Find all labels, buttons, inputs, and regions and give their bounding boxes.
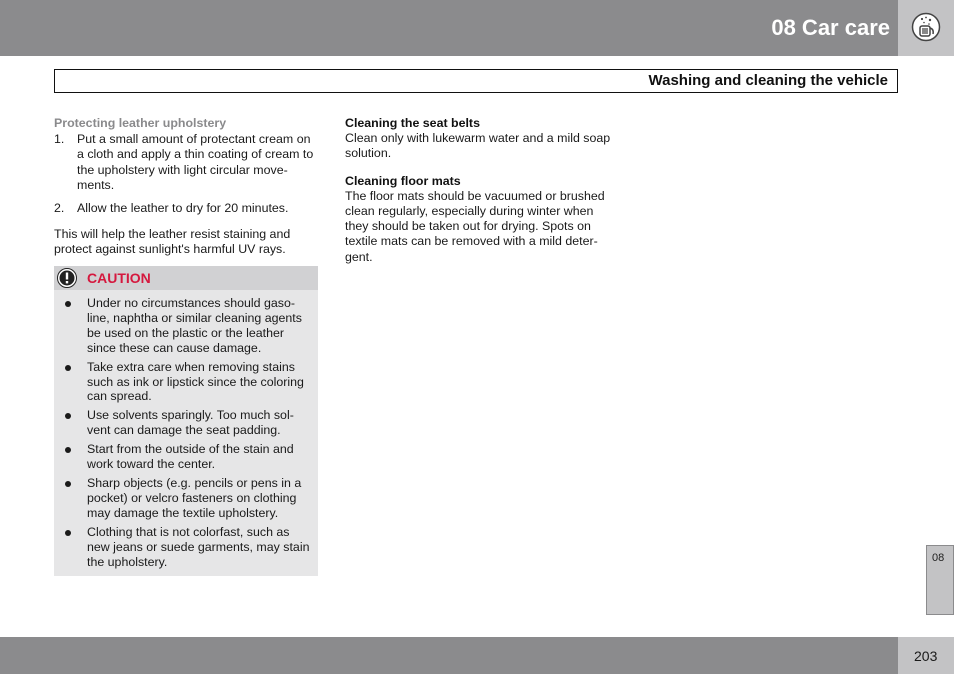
step-text: Allow the leather to dry for 20 minutes. bbox=[77, 201, 289, 216]
car-care-icon bbox=[911, 12, 941, 42]
step-text: Put a small amount of protectant cream on a cloth and apply a thin coating of cream to the upholstery with light circular move-ments. bbox=[77, 132, 314, 192]
caution-item-text: Sharp objects (e.g. pencils or pens in a pocket) or velcro fasteners on clothing may damage the textile upholstery. bbox=[87, 475, 302, 520]
chapter-icon-box bbox=[898, 0, 954, 56]
caution-header bbox=[54, 266, 318, 290]
list-item bbox=[54, 442, 318, 472]
header-bar bbox=[0, 0, 898, 56]
caution-box bbox=[54, 266, 318, 576]
caution-item-text: Take extra care when removing stains such as ink or lipstick since the coloring can spread. bbox=[87, 359, 304, 404]
caution-item-text: Start from the outside of the stain and work toward the center. bbox=[87, 442, 294, 472]
footer-bar bbox=[0, 637, 898, 674]
warning-icon bbox=[57, 268, 77, 288]
bullet-icon bbox=[65, 413, 71, 419]
bullet-icon bbox=[65, 365, 71, 371]
chapter-title: 08 Car care bbox=[771, 15, 890, 40]
list-item bbox=[54, 132, 320, 193]
step-number: 2. bbox=[54, 201, 65, 216]
leather-paragraph: This will help the leather resist staining and protect against sunlight's harmful UV rays. bbox=[54, 227, 291, 257]
caution-list bbox=[54, 290, 318, 569]
bullet-icon bbox=[65, 530, 71, 536]
list-item bbox=[54, 408, 318, 438]
seat-belts-text: Clean only with lukewarm water and a mild soap solution. bbox=[345, 131, 611, 161]
section-header bbox=[54, 69, 898, 93]
list-item bbox=[54, 296, 318, 356]
list-item bbox=[54, 201, 320, 216]
caution-item-text: Clothing that is not colorfast, such as new jeans or suede garments, may stain the upholstery. bbox=[87, 524, 310, 569]
list-item bbox=[54, 360, 318, 405]
caution-item-text: Use solvents sparingly. Too much sol-vent can damage the seat padding. bbox=[87, 408, 294, 438]
seat-belts-heading: Cleaning the seat belts bbox=[345, 116, 480, 130]
left-column bbox=[54, 116, 320, 272]
chapter-tab-label: 08 bbox=[932, 552, 945, 564]
leather-heading: Protecting leather upholstery bbox=[54, 116, 227, 130]
caution-item-text: Under no circumstances should gaso-line, naphtha or similar cleaning agents be used on the plastic or the leather since these can cause damage. bbox=[87, 296, 302, 355]
page-number-box bbox=[898, 637, 954, 674]
floor-mats-heading: Cleaning floor mats bbox=[345, 173, 461, 188]
chapter-tab bbox=[926, 545, 954, 615]
page-number: 203 bbox=[914, 648, 938, 664]
bullet-icon bbox=[65, 481, 71, 487]
section-title: Washing and cleaning the vehicle bbox=[648, 72, 888, 89]
list-item bbox=[54, 476, 318, 521]
middle-column bbox=[345, 116, 613, 279]
bullet-icon bbox=[65, 447, 71, 453]
floor-mats-text: The floor mats should be vacuumed or brushed clean regularly, especially during winter when they should be taken out for drying. Spots on textile mats can be removed with a mild deter-gent. bbox=[345, 188, 605, 264]
bullet-icon bbox=[65, 301, 71, 307]
steps-list bbox=[54, 132, 320, 216]
step-number: 1. bbox=[54, 132, 65, 147]
caution-title: CAUTION bbox=[87, 270, 151, 286]
list-item bbox=[54, 525, 318, 570]
